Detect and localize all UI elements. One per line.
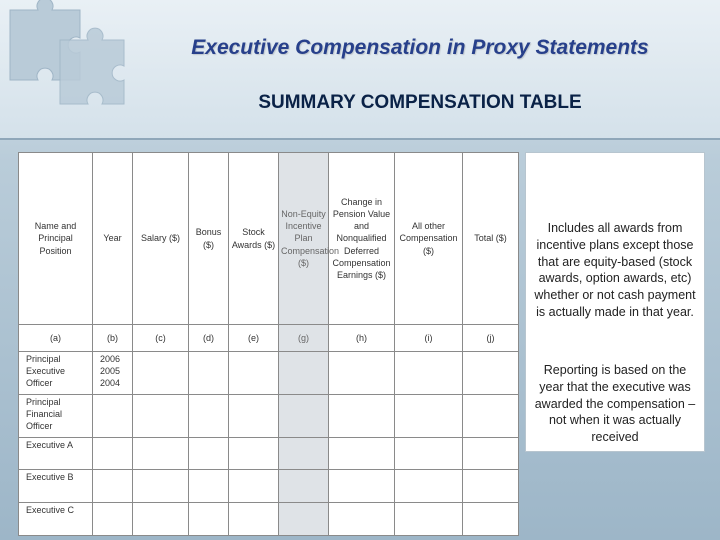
- letter-e: (e): [229, 325, 279, 352]
- header-divider: [0, 138, 720, 140]
- table-row: [19, 351, 519, 394]
- slide-title: Executive Compensation in Proxy Statements: [191, 36, 649, 59]
- header-name: Name and Principal Position: [19, 153, 93, 325]
- puzzle-pieces-logo: [0, 0, 130, 110]
- row-year: [93, 437, 133, 470]
- header-bonus: Bonus ($): [189, 153, 229, 325]
- table-row: [19, 503, 519, 536]
- summary-compensation-table: [18, 152, 518, 536]
- letter-j: (j): [463, 325, 519, 352]
- header-salary: Salary ($): [133, 153, 189, 325]
- row-name: Executive A: [19, 437, 93, 470]
- letter-i: (i): [395, 325, 463, 352]
- row-name: Principal Executive Officer: [19, 351, 93, 394]
- letter-a: (a): [19, 325, 93, 352]
- row-year: [93, 394, 133, 437]
- row-name: Principal Financial Officer: [19, 394, 93, 437]
- letter-g: (g): [279, 325, 329, 352]
- header-total: Total ($): [463, 153, 519, 325]
- letter-c: (c): [133, 325, 189, 352]
- letter-h: (h): [329, 325, 395, 352]
- row-year: [93, 503, 133, 536]
- table-row: [19, 437, 519, 470]
- table-row: [19, 394, 519, 437]
- row-year: [93, 470, 133, 503]
- header-year: Year: [93, 153, 133, 325]
- letter-d: (d): [189, 325, 229, 352]
- row-name: Executive B: [19, 470, 93, 503]
- note-reporting: Reporting is based on the year that the executive was awarded the compensation – not when it was actually received: [534, 363, 696, 444]
- table-title: SUMMARY COMPENSATION TABLE: [258, 92, 582, 113]
- header-pension-change: Change in Pension Value and Nonqualified Deferred Compensation Earnings ($): [329, 153, 395, 325]
- header-all-other: All other Compensation ($): [395, 153, 463, 325]
- header-stock-awards: Stock Awards ($): [229, 153, 279, 325]
- note-non-equity: Includes all awards from incentive plans except those that are equity-based (stock awards, option awards, etc) whether or not cash payment is actually made in that year.: [534, 221, 696, 319]
- row-name: Executive C: [19, 503, 93, 536]
- letter-b: (b): [93, 325, 133, 352]
- row-year: 2006 2005 2004: [93, 351, 133, 394]
- header-non-equity-incentive: Non-Equity Incentive Plan Compensation ($): [279, 153, 329, 325]
- table-row: [19, 470, 519, 503]
